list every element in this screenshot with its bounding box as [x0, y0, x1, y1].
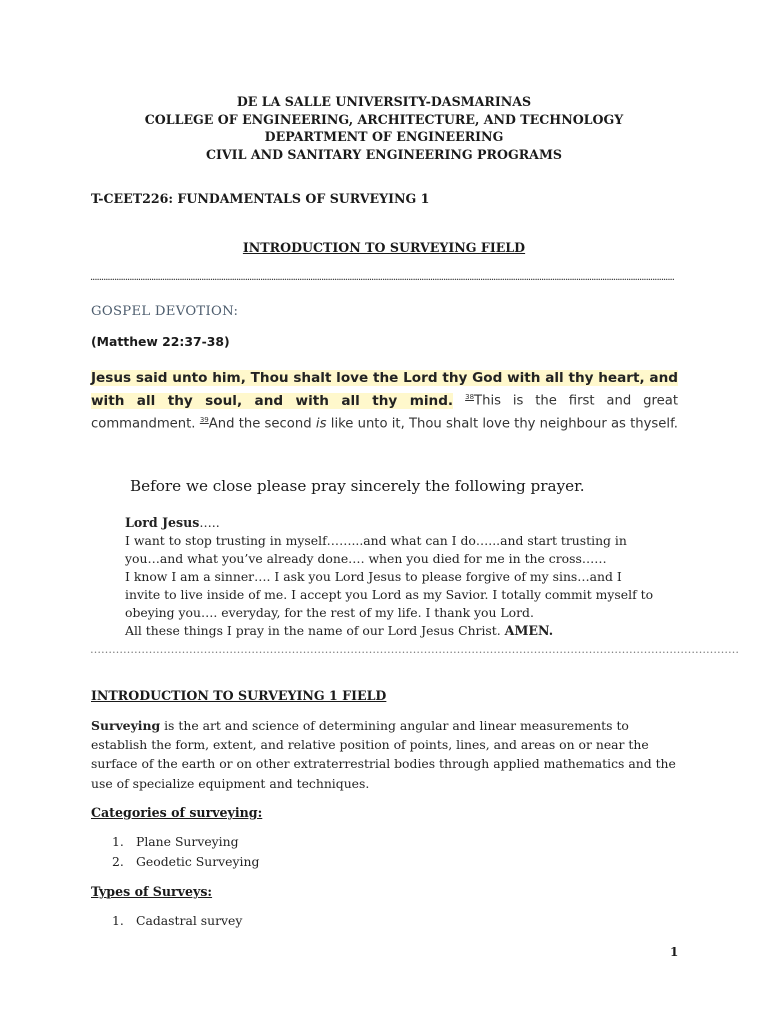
document-header — [90, 93, 678, 163]
prayer-line-3: I know I am a sinner…. I ask you Lord Jesus to please forgive of my sins…and I — [125, 569, 622, 584]
scripture-reference: (Matthew 22:37-38) — [91, 334, 230, 349]
prayer-amen: AMEN. — [504, 623, 554, 638]
surveying-definition — [91, 716, 678, 793]
prayer-line-5: obeying you…. everyday, for the rest of my life. I thank you Lord. — [125, 605, 534, 620]
prayer-salutation-dots: ….. — [199, 515, 220, 530]
section-title: INTRODUCTION TO SURVEYING 1 FIELD — [91, 688, 387, 703]
verse-part-2: This is the first and great commandment. — [91, 393, 678, 432]
scripture-verse — [91, 369, 678, 433]
definition-text: is the art and science of determining angular and linear measurements to establish the form, extent, and relative position of points, lines, and areas on or near the surface of the earth or on other extraterrestrial bodies through applied mathematics and the use of specialize equipment and techniques. — [91, 718, 676, 791]
definition-term: Surveying — [91, 718, 161, 733]
verse-italic-is: is — [315, 416, 327, 432]
prayer-line-1: I want to stop trusting in myself……...and what can I do…...and start trusting in — [125, 533, 627, 548]
categories-title: Categories of surveying: — [91, 805, 263, 820]
verse-part-3b: like unto it, Thou shalt love thy neighbour as thyself. — [330, 416, 678, 432]
prayer-line-6: All these things I pray in the name of our Lord Jesus Christ. — [125, 623, 501, 638]
list-item: 1. Plane Surveying — [112, 834, 239, 849]
dotted-divider: ............................................................................................................................................................................................................................................................................ — [90, 272, 674, 283]
college-name: COLLEGE OF ENGINEERING, ARCHITECTURE, AND TECHNOLOGY — [144, 111, 624, 127]
course-title: T-CEET226: FUNDAMENTALS OF SURVEYING 1 — [91, 191, 430, 206]
prayer-intro: Before we close please pray sincerely the following prayer. — [130, 477, 585, 495]
page-number: 1 — [670, 945, 679, 959]
types-title: Types of Surveys: — [91, 884, 213, 899]
types-list — [112, 911, 242, 931]
verse-part-3a: And the second — [208, 416, 312, 432]
prayer-line-4: invite to live inside of me. I accept you Lord as my Savior. I totally commit myself to — [125, 587, 654, 602]
program-name: CIVIL AND SANITARY ENGINEERING PROGRAMS — [206, 146, 562, 162]
prayer-body — [125, 514, 665, 640]
gospel-devotion-heading: GOSPEL DEVOTION: — [91, 304, 239, 319]
verse-number-38: 38 — [465, 393, 475, 401]
dotted-divider-2: …………………………………………………………………………………………………………………………………………………………… — [90, 643, 739, 656]
university-name: DE LA SALLE UNIVERSITY-DASMARINAS — [236, 94, 532, 109]
list-item: 2. Geodetic Surveying — [112, 854, 260, 869]
verse-highlight: Jesus said unto him, Thou shalt love the Lord thy God with all thy heart, and with all thy soul, and with all thy mind. — [91, 370, 678, 409]
list-item: 1. Cadastral survey — [112, 913, 243, 928]
prayer-line-2: you…and what you’ve already done…. when you died for me in the cross…… — [125, 551, 607, 566]
categories-list — [112, 832, 259, 872]
verse-number-39: 39 — [199, 415, 209, 424]
prayer-salutation: Lord Jesus — [125, 515, 200, 530]
intro-title: INTRODUCTION TO SURVEYING FIELD — [242, 240, 526, 255]
department-name: DEPARTMENT OF ENGINEERING — [264, 129, 504, 144]
